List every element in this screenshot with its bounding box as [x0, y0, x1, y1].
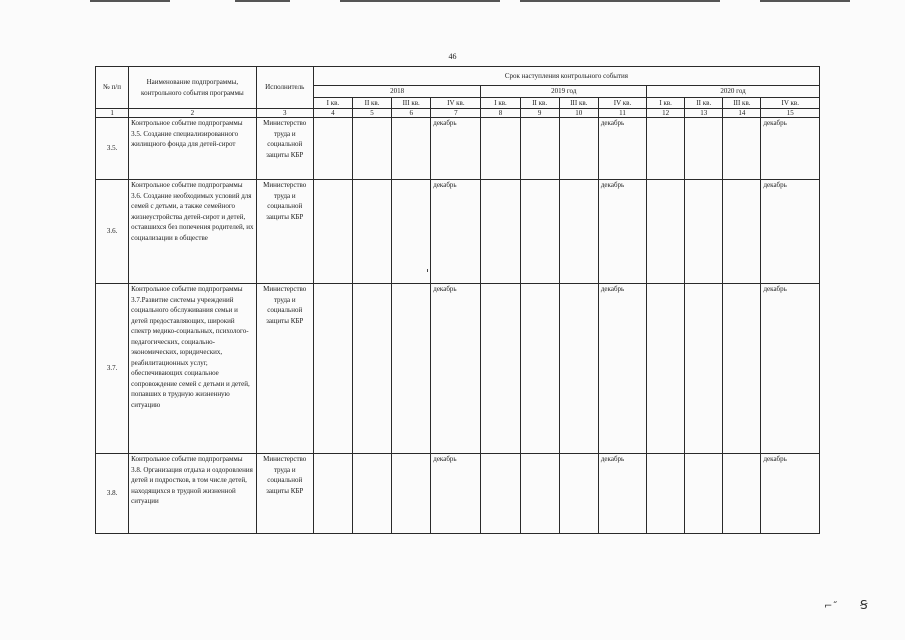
deadline-cell — [559, 454, 598, 534]
deadline-cell — [520, 284, 559, 454]
deadline-cell — [647, 454, 685, 534]
row-number: 3.5. — [96, 118, 129, 180]
deadline-cell: декабрь — [598, 454, 646, 534]
scan-artifact-line — [90, 0, 170, 2]
deadline-cell: декабрь — [431, 118, 481, 180]
header-event-name: Наименование подпрограммы, контрольного события программы — [129, 67, 257, 109]
deadline-cell — [481, 454, 520, 534]
deadline-cell — [723, 118, 761, 180]
header-year: 2018 — [313, 86, 481, 98]
event-name: Контрольное событие подпрограммы 3.6. Создание необходимых условий для семей с детьми, а также семейного жизнеустройства детей-сирот и детей, оставшихся без попечения родителей, их социализации в обществе — [129, 180, 257, 284]
deadline-cell — [392, 180, 431, 284]
column-number: 3 — [256, 109, 313, 118]
deadline-cell — [313, 454, 352, 534]
column-number: 13 — [685, 109, 723, 118]
header-quarter: III кв. — [392, 97, 431, 109]
scan-artifact-line — [340, 0, 500, 2]
header-num: № п/п — [96, 67, 129, 109]
scan-speck — [427, 269, 428, 272]
header-quarter: II кв. — [685, 97, 723, 109]
deadline-cell: декабрь — [761, 454, 820, 534]
deadline-cell — [520, 454, 559, 534]
column-number: 14 — [723, 109, 761, 118]
deadline-cell — [392, 284, 431, 454]
table-row — [96, 180, 820, 284]
deadline-cell — [647, 118, 685, 180]
deadline-cell — [723, 284, 761, 454]
header-quarter: II кв. — [520, 97, 559, 109]
scan-artifact-line — [235, 0, 290, 2]
deadline-cell — [559, 118, 598, 180]
deadline-cell — [685, 284, 723, 454]
deadline-cell — [392, 454, 431, 534]
header-year: 2019 год — [481, 86, 647, 98]
column-number: 12 — [647, 109, 685, 118]
deadline-cell — [685, 454, 723, 534]
scan-artifact-line — [520, 0, 720, 2]
header-year: 2020 год — [647, 86, 820, 98]
header-quarter: IV кв. — [598, 97, 646, 109]
column-number: 11 — [598, 109, 646, 118]
deadline-cell — [685, 118, 723, 180]
header-quarter: III кв. — [723, 97, 761, 109]
event-name: Контрольное событие подпрограммы 3.7.Развитие системы учреждений социального обслуживания семьи и детей предоставляющих, широкий спектр медико-социальных, психолого-педагогических, социально-экономических, юридических, реабилитационных услуг, обеспечивающих социальное сопровождение семей с детьми и детей, попавших в трудную жизненную ситуацию — [129, 284, 257, 454]
table-row — [96, 118, 820, 180]
table-row — [96, 454, 820, 534]
deadline-cell: декабрь — [761, 180, 820, 284]
deadline-cell: декабрь — [431, 454, 481, 534]
header-quarter: I кв. — [647, 97, 685, 109]
header-quarter: III кв. — [559, 97, 598, 109]
row-number: 3.8. — [96, 454, 129, 534]
deadline-cell: декабрь — [598, 118, 646, 180]
event-name: Контрольное событие подпрограммы 3.5. Создание специализированного жилищного фонда для детей-сирот — [129, 118, 257, 180]
deadline-cell: декабрь — [431, 180, 481, 284]
deadline-cell — [520, 118, 559, 180]
deadline-cell — [352, 180, 391, 284]
deadline-cell — [313, 180, 352, 284]
deadline-cell: декабрь — [761, 284, 820, 454]
deadline-cell — [559, 284, 598, 454]
deadline-cell — [352, 118, 391, 180]
page-number: 46 — [448, 52, 457, 61]
deadline-cell — [723, 454, 761, 534]
executor: Министерство труда и социальной защиты КБР — [256, 180, 313, 284]
control-events-table — [95, 66, 820, 534]
header-quarter: IV кв. — [761, 97, 820, 109]
deadline-cell — [481, 180, 520, 284]
row-number: 3.6. — [96, 180, 129, 284]
deadline-cell — [352, 454, 391, 534]
executor: Министерство труда и социальной защиты КБР — [256, 284, 313, 454]
deadline-cell — [313, 284, 352, 454]
scan-mark: Ꞩ — [860, 598, 868, 612]
column-number: 2 — [129, 109, 257, 118]
deadline-cell — [685, 180, 723, 284]
deadline-cell — [313, 118, 352, 180]
scan-artifact-line — [760, 0, 850, 2]
deadline-cell: декабрь — [431, 284, 481, 454]
deadline-cell — [559, 180, 598, 284]
deadline-cell — [647, 284, 685, 454]
column-number: 7 — [431, 109, 481, 118]
scan-mark: ⌐˝ — [824, 601, 838, 612]
row-number: 3.7. — [96, 284, 129, 454]
column-number: 4 — [313, 109, 352, 118]
executor: Министерство труда и социальной защиты КБР — [256, 118, 313, 180]
header-quarter: IV кв. — [431, 97, 481, 109]
table-row — [96, 284, 820, 454]
header-deadline: Срок наступления контрольного события — [313, 67, 819, 86]
deadline-cell — [723, 180, 761, 284]
deadline-cell — [352, 284, 391, 454]
deadline-cell — [647, 180, 685, 284]
header-quarter: I кв. — [481, 97, 520, 109]
deadline-cell — [481, 284, 520, 454]
column-number: 8 — [481, 109, 520, 118]
column-number: 6 — [392, 109, 431, 118]
event-name: Контрольное событие подпрограммы 3.8. Организация отдыха и оздоровления детей и подростков, в том числе детей, находящихся в трудной жизненной ситуации — [129, 454, 257, 534]
executor: Министерство труда и социальной защиты КБР — [256, 454, 313, 534]
column-number: 1 — [96, 109, 129, 118]
header-executor: Исполнитель — [256, 67, 313, 109]
column-number: 9 — [520, 109, 559, 118]
column-number: 5 — [352, 109, 391, 118]
deadline-cell: декабрь — [761, 118, 820, 180]
header-quarter: I кв. — [313, 97, 352, 109]
deadline-cell — [392, 118, 431, 180]
column-number: 15 — [761, 109, 820, 118]
header-quarter: II кв. — [352, 97, 391, 109]
deadline-cell: декабрь — [598, 180, 646, 284]
column-number: 10 — [559, 109, 598, 118]
deadline-cell — [520, 180, 559, 284]
deadline-cell — [481, 118, 520, 180]
deadline-cell: декабрь — [598, 284, 646, 454]
